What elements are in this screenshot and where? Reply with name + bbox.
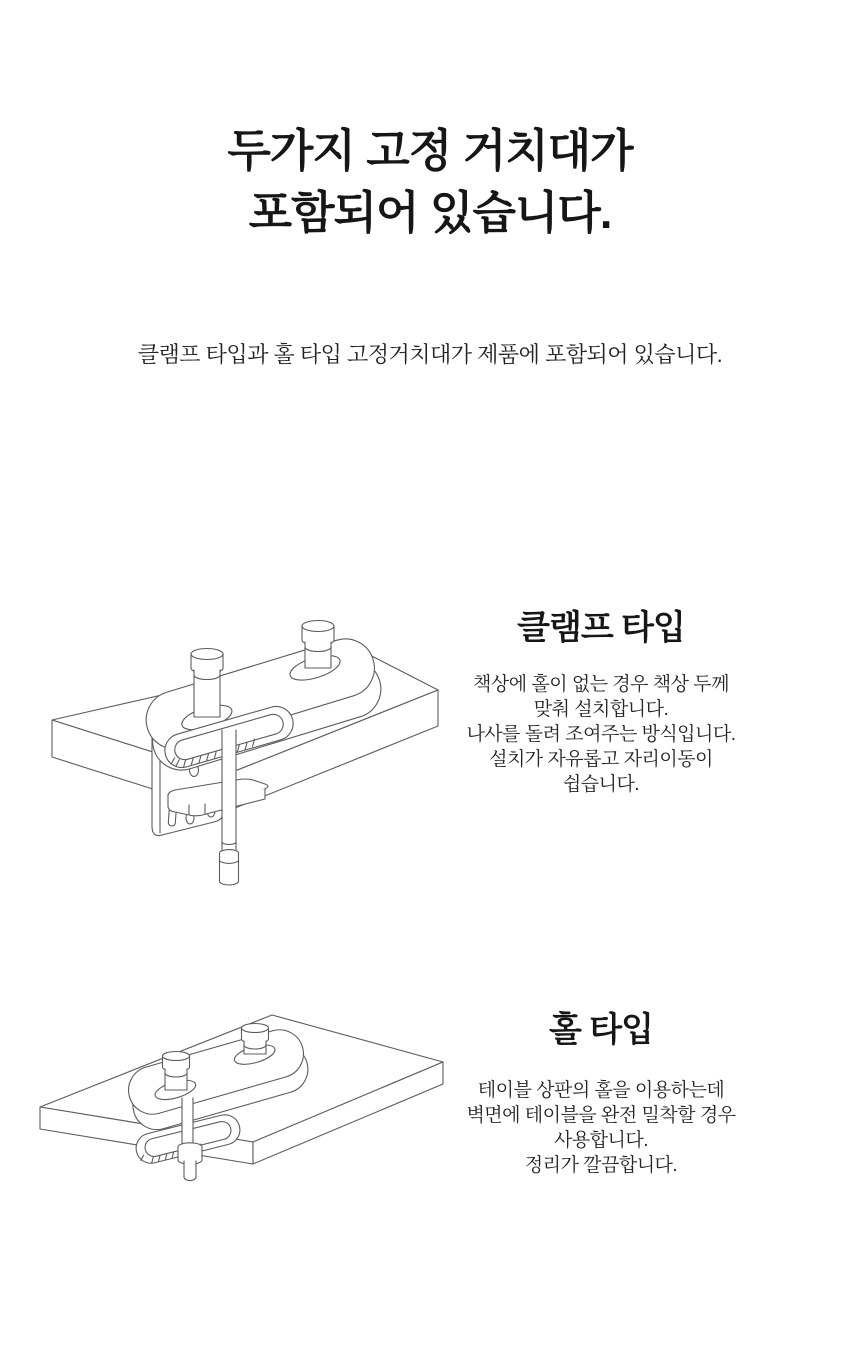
- hole-type-illustration: [20, 1000, 460, 1220]
- left-post: [191, 649, 223, 718]
- clamp-desc-line: 맞춰 설치합니다.: [533, 699, 669, 720]
- right-post: [242, 1024, 269, 1055]
- page-title-line-2: 포함되어 있습니다.: [248, 187, 612, 238]
- clamp-type-illustration: [40, 590, 460, 920]
- hole-desc-line: 벽면에 테이블을 완전 밀착할 경우: [466, 1105, 736, 1126]
- clamp-desc-line: 쉽습니다.: [562, 774, 640, 795]
- page-title-line-1: 두가지 고정 거치대가: [227, 125, 633, 176]
- clamp-desc-line: 책상에 홀이 없는 경우 책상 두께: [473, 674, 729, 695]
- hole-desc-line: 사용합니다.: [553, 1130, 649, 1151]
- right-post: [302, 621, 334, 669]
- section-clamp-type: [438, 604, 764, 797]
- page-subtitle: 클램프 타입과 홀 타입 고정거치대가 제품에 포함되어 있습니다.: [137, 342, 723, 367]
- clamp-desc-line: 설치가 자유롭고 자리이동이: [489, 749, 713, 770]
- clamp-desc-line: 나사를 돌려 조여주는 방식입니다.: [466, 724, 736, 745]
- clamp-type-heading: 클램프 타입: [517, 609, 685, 647]
- left-post: [163, 1052, 190, 1091]
- hole-desc-line: 정리가 깔끔합니다.: [524, 1155, 678, 1176]
- hole-type-description: [438, 1078, 764, 1178]
- section-hole-type: [438, 1006, 764, 1178]
- clamp-type-description: [438, 672, 764, 797]
- hole-type-heading: 홀 타입: [549, 1011, 653, 1049]
- screw-rod: [220, 730, 239, 885]
- page-title: [0, 120, 860, 244]
- hole-desc-line: 테이블 상판의 홀을 이용하는데: [477, 1080, 725, 1101]
